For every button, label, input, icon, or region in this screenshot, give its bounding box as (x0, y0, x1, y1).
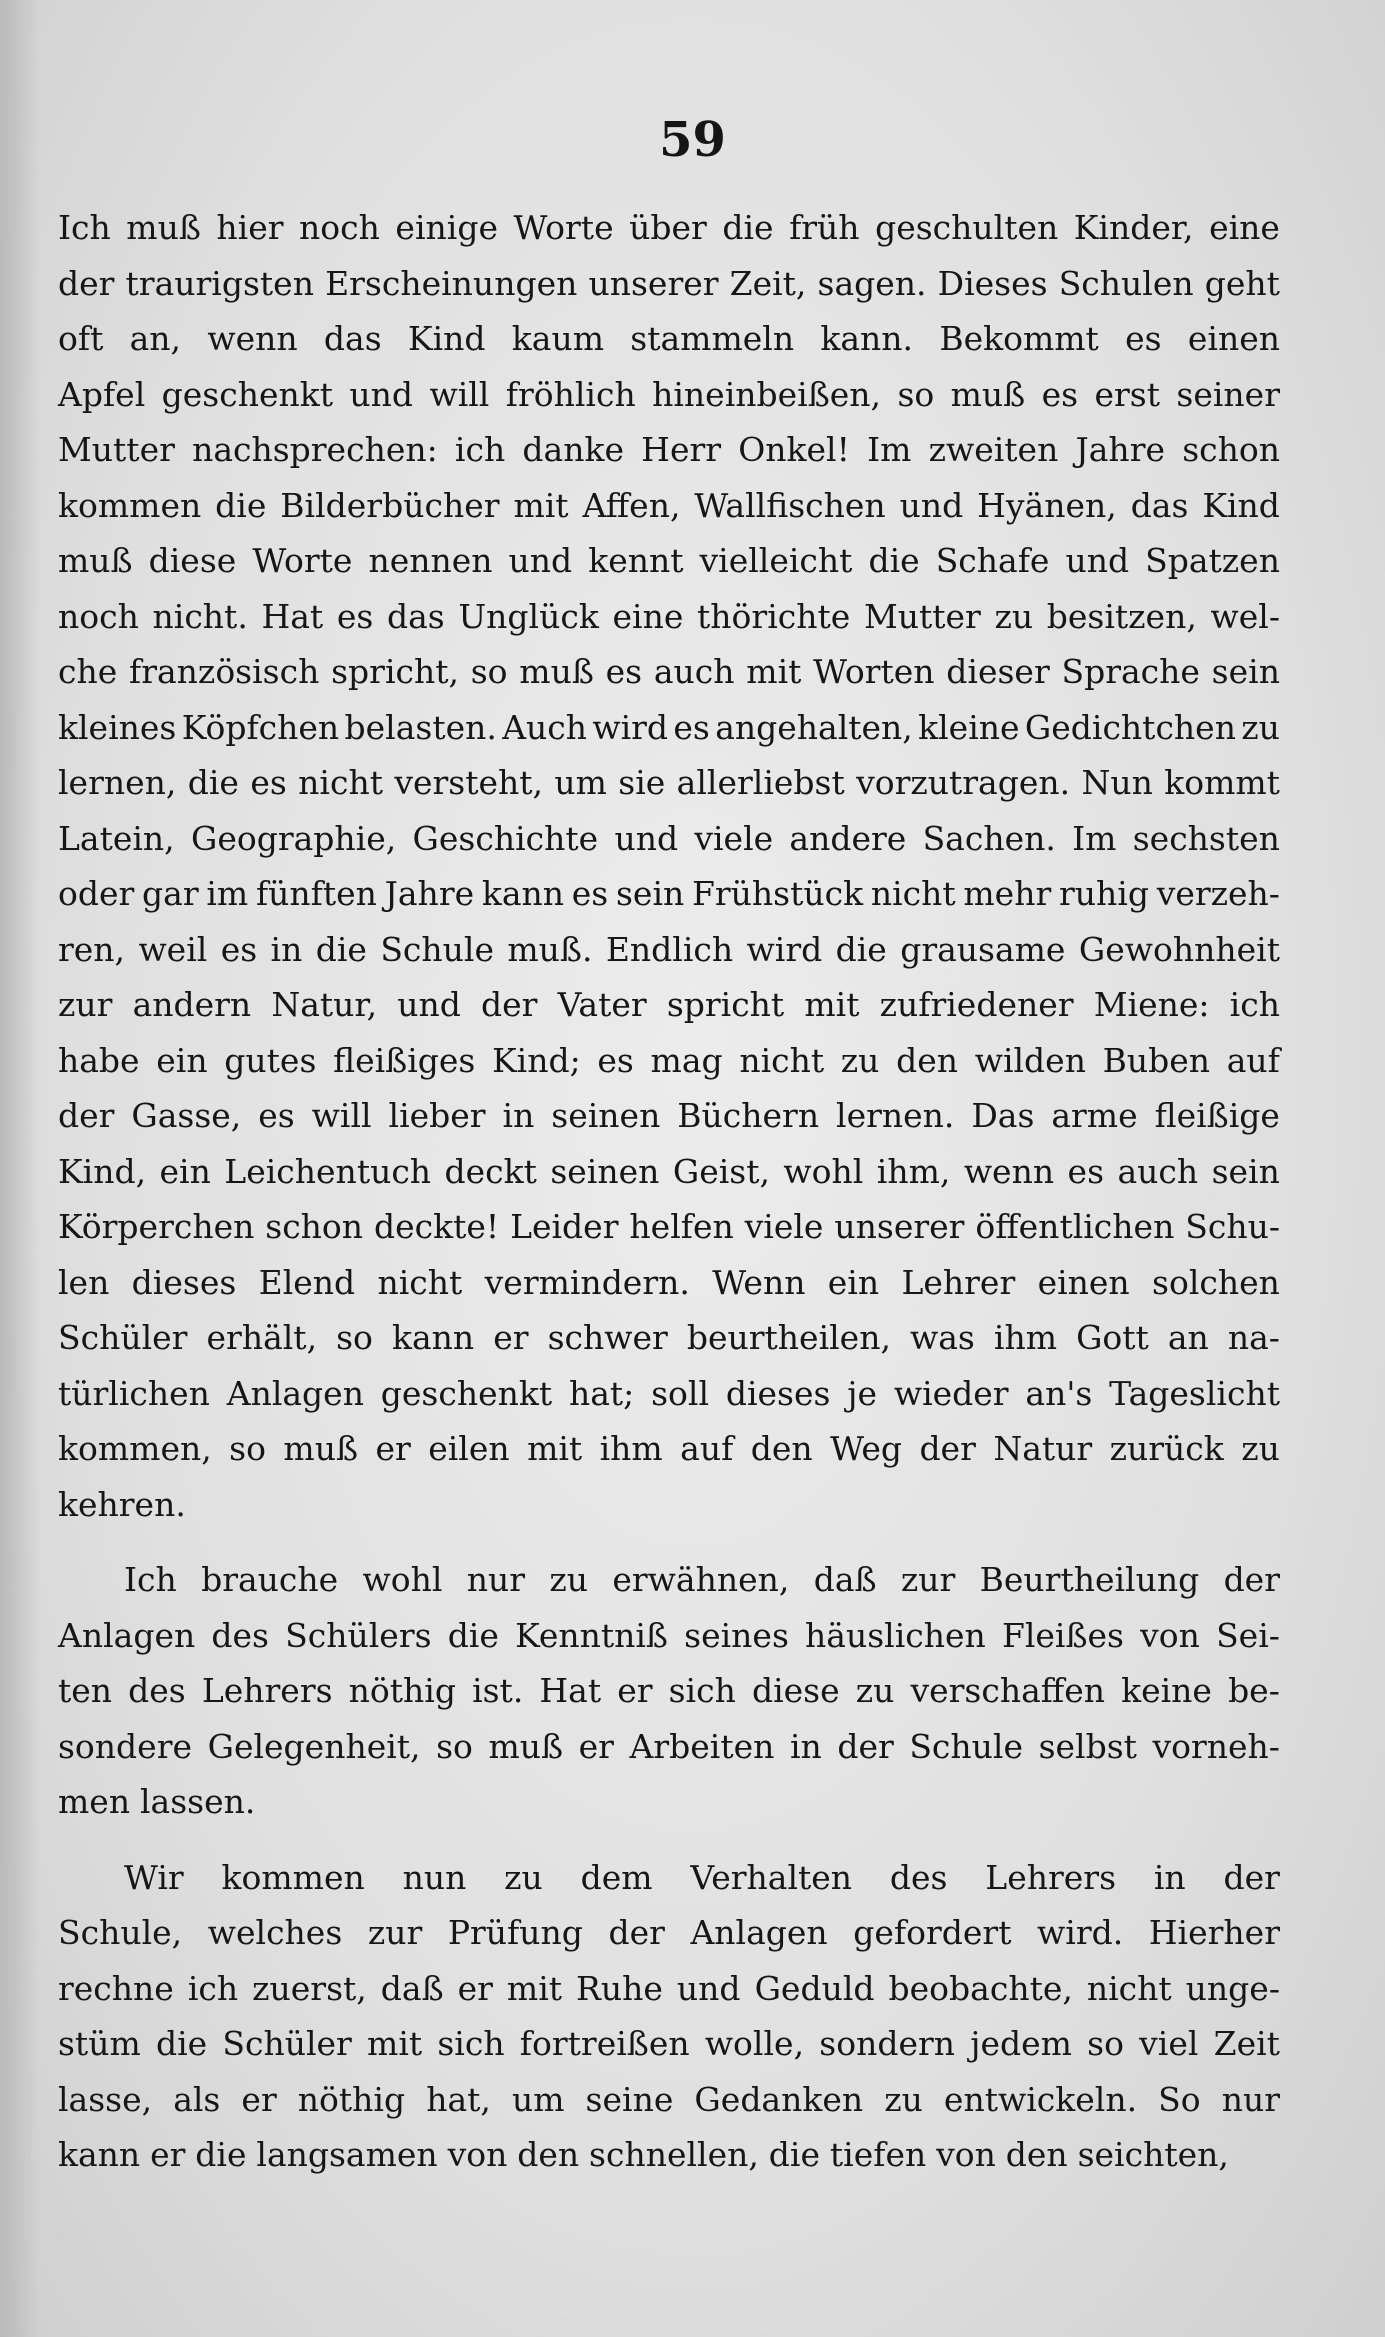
text-line: sondere Gelegenheit, so muß er Arbeiten in der Schule selbst vorneh- (58, 1726, 1280, 1766)
text-line: ten des Lehrers nöthig ist. Hat er sich diese zu verschaffen keine be- (58, 1671, 1280, 1710)
paragraph-gap (58, 1830, 1280, 1850)
text-line: kann er die langsamen von den schnellen, die tiefen von den seichten, (58, 2135, 1229, 2174)
text-line: rechne ich zuerst, daß er mit Ruhe und Geduld beobachte, nicht unge- (58, 1968, 1280, 2008)
text-line: kleines Köpfchen belasten. Auch wird es angehalten, kleine Gedichtchen zu (58, 707, 1280, 747)
text-line: Mutter nachsprechen: ich danke Herr Onkel! Im zweiten Jahre schon (58, 430, 1280, 469)
text-line: Schüler erhält, so kann er schwer beurtheilen, was ihm Gott an na- (58, 1318, 1280, 1357)
page-number: 59 (659, 112, 726, 168)
text-line: türlichen Anlagen geschenkt hat; soll dieses je wieder an's Tageslicht (58, 1373, 1280, 1413)
text-line: Wir kommen nun zu dem Verhalten des Lehrers in der (124, 1857, 1280, 1897)
text-line: men lassen. (58, 1782, 256, 1821)
text-line: oft an, wenn das Kind kaum stammeln kann. Bekommt es einen (58, 319, 1280, 358)
text-line: noch nicht. Hat es das Unglück eine thörichte Mutter zu besitzen, wel- (58, 596, 1280, 636)
text-line: Schule, welches zur Prüfung der Anlagen gefordert wird. Hierher (58, 1913, 1280, 1952)
text-line: kehren. (58, 1484, 186, 1524)
page-spine-shadow (0, 0, 40, 2337)
text-line: zur andern Natur, und der Vater spricht mit zufriedener Miene: ich (58, 985, 1280, 1024)
text-line: Anlagen des Schülers die Kenntniß seines häuslichen Fleißes von Sei- (58, 1615, 1280, 1655)
text-line: Körperchen schon deckte! Leider helfen viele unserer öffentlichen Schu- (58, 1207, 1280, 1246)
text-line: der Gasse, es will lieber in seinen Büchern lernen. Das arme fleißige (58, 1096, 1280, 1135)
body-text (58, 200, 1280, 2183)
text-line: Ich brauche wohl nur zu erwähnen, daß zur Beurtheilung der (124, 1560, 1280, 1599)
text-line: Latein, Geographie, Geschichte und viele andere Sachen. Im sechsten (58, 818, 1280, 858)
text-line: kommen, so muß er eilen mit ihm auf den Weg der Natur zurück zu (58, 1429, 1280, 1468)
text-line: habe ein gutes fleißiges Kind; es mag nicht zu den wilden Buben auf (58, 1040, 1280, 1080)
paragraph-gap (58, 1532, 1280, 1552)
paragraph (58, 1552, 1280, 1830)
text-line: len dieses Elend nicht vermindern. Wenn ein Lehrer einen solchen (58, 1262, 1280, 1302)
text-line: lasse, als er nöthig hat, um seine Gedanken zu entwickeln. So nur (58, 2079, 1280, 2119)
text-line: ren, weil es in die Schule muß. Endlich wird die grausame Gewohnheit (58, 929, 1280, 969)
text-line: der traurigsten Erscheinungen unserer Zeit, sagen. Dieses Schulen geht (58, 263, 1280, 303)
text-line: lernen, die es nicht versteht, um sie allerliebst vorzutragen. Nun kommt (58, 763, 1280, 802)
text-line: stüm die Schüler mit sich fortreißen wolle, sondern jedem so viel Zeit (58, 2024, 1280, 2063)
text-line: Ich muß hier noch einige Worte über die früh geschulten Kinder, eine (58, 208, 1280, 247)
text-line: muß diese Worte nennen und kennt vielleicht die Schafe und Spatzen (58, 541, 1280, 580)
text-line: kommen die Bilderbücher mit Affen, Wallfischen und Hyänen, das Kind (58, 485, 1280, 525)
text-line: Kind, ein Leichentuch deckt seinen Geist, wohl ihm, wenn es auch sein (58, 1151, 1280, 1191)
text-line: oder gar im fünften Jahre kann es sein Frühstück nicht mehr ruhig verzeh- (58, 874, 1280, 913)
paragraph (58, 200, 1280, 1532)
paragraph (58, 1850, 1280, 2183)
text-line: Apfel geschenkt und will fröhlich hineinbeißen, so muß es erst seiner (58, 374, 1280, 414)
text-line: che französisch spricht, so muß es auch mit Worten dieser Sprache sein (58, 652, 1280, 691)
